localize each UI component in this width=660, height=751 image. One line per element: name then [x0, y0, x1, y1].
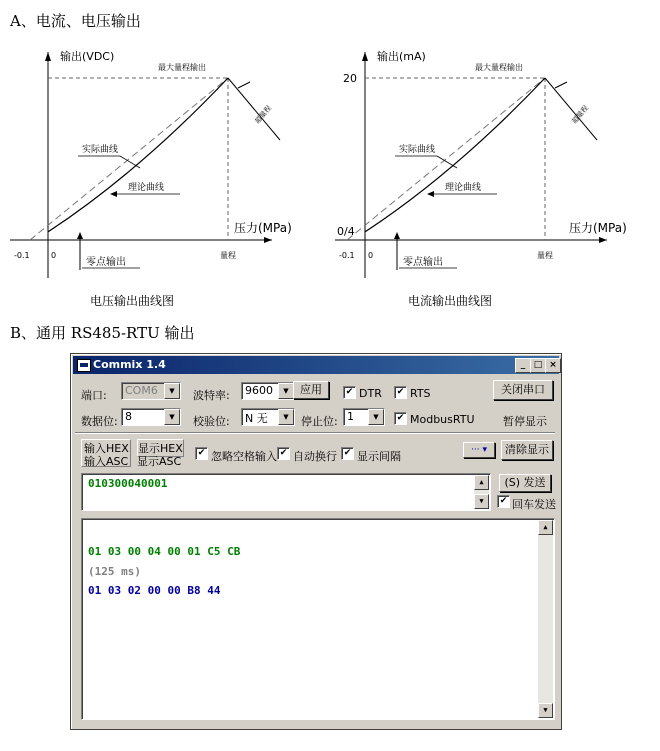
modbus-label: ModbusRTU — [410, 413, 475, 426]
scroll-down-icon[interactable]: ▼ — [538, 703, 553, 718]
overload-label: 超量程 — [253, 104, 274, 126]
input-mode-toggle[interactable] — [81, 439, 131, 467]
scroll-up-icon[interactable]: ▲ — [538, 520, 553, 535]
app-icon — [77, 359, 91, 372]
zero-output-label: 零点输出 — [403, 257, 443, 268]
enter-send-label: 回车发送 — [512, 498, 556, 511]
show-hex-option[interactable]: 显示HEX — [137, 439, 184, 457]
baud-value: 9600 — [245, 384, 273, 397]
send-text: 010300040001 — [88, 477, 168, 490]
chevron-down-icon: ▼ — [164, 409, 180, 425]
pause-display[interactable]: 暂停显示 — [503, 415, 547, 428]
zero-output-arrow-icon — [77, 232, 83, 239]
auto-newline-checkbox[interactable]: ✔ — [277, 447, 290, 460]
zero-output-arrow-icon — [394, 232, 400, 239]
minimize-icon[interactable]: _ — [515, 358, 531, 373]
actual-curve — [48, 78, 228, 232]
stopbits-select[interactable] — [343, 408, 385, 426]
more-button[interactable]: ··· ▾ — [463, 442, 495, 458]
show-asc-option[interactable]: 显示ASC — [137, 455, 182, 468]
actual-curve-pointer — [120, 156, 140, 168]
rts-checkbox[interactable]: ✔ — [394, 386, 407, 399]
auto-newline-label: 自动换行 — [293, 450, 337, 463]
y-axis-arrow-icon — [45, 52, 51, 61]
output-line-tx: 01 03 00 04 00 01 C5 CB — [88, 545, 241, 558]
databits-value: 8 — [125, 410, 132, 423]
send-input[interactable] — [81, 473, 491, 511]
databits-label: 数据位: — [81, 415, 118, 428]
y-axis-arrow-icon — [362, 52, 368, 61]
overload-pointer — [238, 82, 250, 88]
send-scrollbar[interactable] — [474, 475, 489, 509]
y-tick-label: 0/4 — [337, 225, 355, 238]
dtr-checkbox[interactable]: ✔ — [343, 386, 356, 399]
window-title: Commix 1.4 — [93, 358, 166, 371]
send-button[interactable]: (S) 发送 — [499, 474, 551, 492]
voltage-output-chart — [0, 40, 300, 280]
apply-button[interactable]: 应用 — [293, 381, 329, 399]
maximize-icon[interactable]: □ — [530, 358, 546, 373]
section-b-heading: B、通用 RS485-RTU 输出 — [10, 324, 195, 342]
chevron-down-icon: ▼ — [278, 409, 294, 425]
input-asc-option[interactable]: 输入ASC — [84, 455, 129, 468]
y-axis-label: 输出(mA) — [377, 50, 426, 63]
x-tick-label: 量程 — [537, 251, 553, 260]
divider — [75, 432, 555, 434]
stopbits-value: 1 — [347, 410, 354, 423]
output-scrollbar[interactable] — [538, 520, 553, 718]
overload-pointer — [555, 82, 567, 88]
x-tick-label: 0 — [51, 251, 57, 260]
port-select[interactable] — [121, 382, 181, 400]
output-line-rx: 01 03 02 00 00 B8 44 — [88, 584, 221, 597]
theory-curve-arrow-icon — [110, 191, 117, 197]
close-icon[interactable]: × — [545, 358, 561, 373]
zero-output-label: 零点输出 — [86, 257, 126, 268]
baud-label: 波特率: — [193, 389, 230, 402]
scroll-down-icon[interactable]: ▼ — [474, 494, 489, 509]
chevron-down-icon: ▼ — [164, 383, 180, 399]
chevron-down-icon: ▼ — [278, 383, 294, 399]
port-value: COM6 — [125, 384, 158, 397]
port-label: 端口: — [81, 389, 107, 402]
max-output-label: 最大量程输出 — [158, 63, 206, 72]
databits-select[interactable] — [121, 408, 181, 426]
baud-select[interactable] — [241, 382, 295, 400]
display-mode-toggle[interactable] — [135, 439, 185, 468]
x-tick-label: 量程 — [220, 251, 236, 260]
voltage-chart-caption: 电压输出曲线图 — [90, 294, 175, 308]
x-tick-label: 0 — [368, 251, 374, 260]
x-axis-label: 压力(MPa) — [569, 221, 627, 235]
current-output-chart — [325, 40, 645, 280]
current-chart-caption: 电流输出曲线图 — [408, 294, 493, 308]
parity-value: N 无 — [245, 412, 268, 425]
theory-curve-arrow-icon — [427, 191, 434, 197]
x-axis-arrow-icon — [599, 237, 607, 243]
max-output-label: 最大量程输出 — [475, 63, 523, 72]
scroll-up-icon[interactable]: ▲ — [474, 475, 489, 490]
actual-curve-label: 实际曲线 — [82, 145, 119, 155]
theory-curve — [347, 78, 545, 240]
close-port-button[interactable]: 关闭串口 — [493, 380, 553, 400]
section-a-heading: A、电流、电压输出 — [10, 12, 141, 30]
ignore-space-label: 忽略空格输入 — [211, 450, 277, 463]
actual-curve — [365, 78, 545, 232]
theory-curve-label: 理论曲线 — [445, 183, 482, 193]
theory-curve-label: 理论曲线 — [128, 183, 165, 193]
x-tick-label: -0.1 — [14, 251, 30, 260]
rts-label: RTS — [410, 387, 431, 400]
enter-send-checkbox[interactable]: ✔ — [497, 495, 510, 508]
x-axis-arrow-icon — [264, 237, 272, 243]
parity-label: 校验位: — [193, 415, 230, 428]
clear-display-button[interactable]: 清除显示 — [501, 440, 553, 460]
overload-label: 超量程 — [570, 104, 591, 126]
x-tick-label: -0.1 — [339, 251, 355, 260]
actual-curve-label: 实际曲线 — [399, 145, 436, 155]
stopbits-label: 停止位: — [301, 415, 338, 428]
y-axis-label: 输出(VDC) — [60, 50, 115, 63]
x-axis-label: 压力(MPa) — [234, 221, 292, 235]
show-interval-label: 显示间隔 — [357, 450, 401, 463]
show-interval-checkbox[interactable]: ✔ — [341, 447, 354, 460]
actual-curve-pointer — [437, 156, 457, 168]
theory-curve — [30, 78, 228, 240]
ignore-space-checkbox[interactable]: ✔ — [195, 447, 208, 460]
title-bar[interactable] — [73, 356, 559, 374]
y-tick-label: 20 — [343, 72, 357, 85]
chevron-down-icon: ▼ — [368, 409, 384, 425]
commix-window — [70, 353, 562, 730]
modbus-checkbox[interactable]: ✔ — [394, 412, 407, 425]
parity-select[interactable] — [241, 408, 295, 426]
dtr-label: DTR — [359, 387, 382, 400]
input-hex-option[interactable]: 输入HEX — [84, 442, 129, 455]
receive-output[interactable] — [81, 518, 555, 720]
output-line-interval: (125 ms) — [88, 565, 141, 578]
